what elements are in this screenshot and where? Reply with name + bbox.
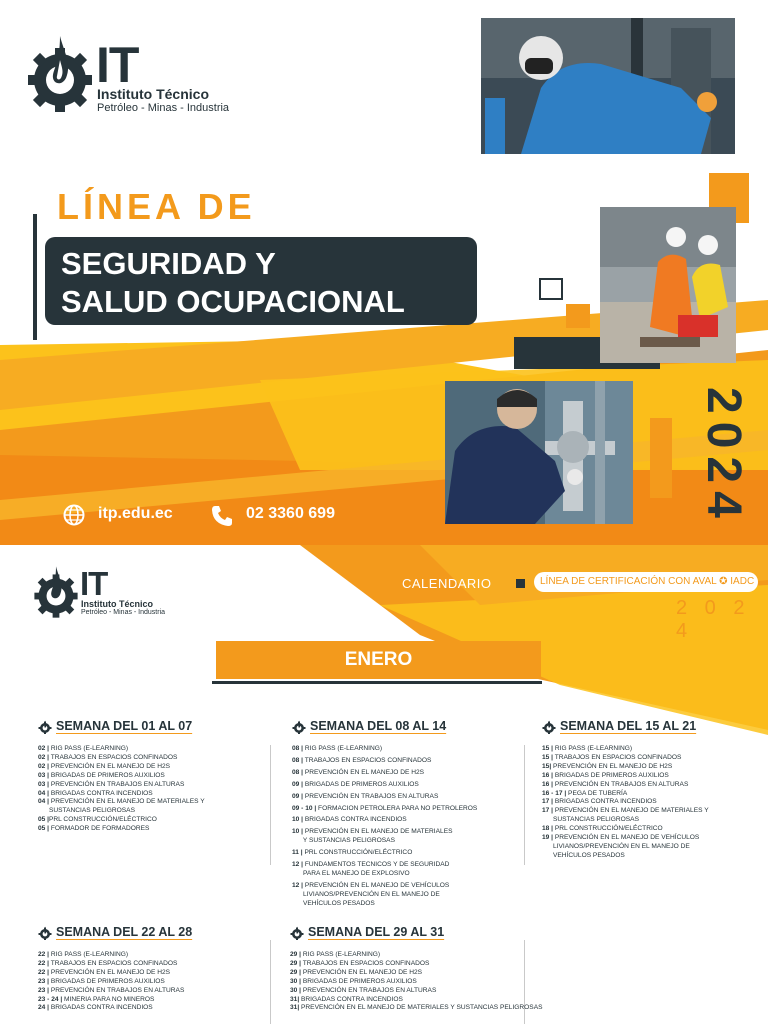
course-item bbox=[542, 852, 762, 861]
course-name: RIG PASS (E-LEARNING) bbox=[49, 951, 129, 958]
course-name: PREVENCIÓN EN EL MANEJO DE H2S bbox=[49, 968, 171, 976]
course-item bbox=[542, 754, 762, 763]
course-item bbox=[38, 807, 266, 816]
course-name: BRIGADAS DE PRIMEROS AUXILIOS bbox=[49, 977, 165, 985]
photo-worker-respirator bbox=[481, 18, 735, 154]
course-item bbox=[292, 882, 520, 891]
orange-square-small bbox=[566, 304, 590, 328]
course-date: 18 | bbox=[542, 825, 554, 833]
course-date: 22 | bbox=[38, 959, 50, 967]
course-name: PREVENCIÓN EN TRABAJOS EN ALTURAS bbox=[553, 780, 689, 788]
course-date: 02 | bbox=[38, 745, 50, 752]
column-divider-3 bbox=[270, 940, 271, 1024]
course-date: 19 | bbox=[542, 834, 554, 842]
course-date: 24 | bbox=[38, 1004, 50, 1012]
course-item bbox=[292, 828, 520, 837]
course-item bbox=[38, 816, 266, 825]
course-date: 04 | bbox=[38, 789, 50, 797]
course-date: 29 | bbox=[290, 968, 302, 976]
orange-vertical-bar bbox=[650, 418, 672, 498]
course-date: 22 | bbox=[38, 951, 50, 958]
week-title: SEMANA DEL 15 AL 21 bbox=[560, 719, 697, 733]
photo-field-workers bbox=[600, 207, 736, 363]
course-name: BRIGADAS CONTRA INCENDIOS bbox=[303, 816, 407, 824]
course-date: 15| bbox=[542, 762, 552, 770]
course-date: 04 | bbox=[38, 798, 50, 806]
course-date: 17 | bbox=[542, 807, 554, 815]
course-date: 08 | bbox=[292, 768, 304, 776]
course-item bbox=[290, 951, 590, 960]
course-date: 10 | bbox=[292, 816, 304, 824]
month-title: ENERO bbox=[216, 641, 541, 679]
course-name: TRABAJOS EN ESPACIOS CONFINADOS bbox=[49, 753, 178, 761]
course-date: 30 | bbox=[290, 986, 302, 994]
gear-drop-icon bbox=[38, 720, 52, 739]
course-date: 23 | bbox=[38, 977, 50, 985]
course-date: 09 - 10 | bbox=[292, 804, 317, 812]
logo-institute-name: Instituto Técnico bbox=[97, 86, 209, 102]
course-date: 03 | bbox=[38, 771, 50, 779]
course-name: PEGA DE TUBERÍA bbox=[566, 789, 628, 797]
course-name: FUNDAMENTOS TECNICOS Y DE SEGURIDAD bbox=[303, 861, 450, 869]
institute-logo-small bbox=[33, 565, 173, 620]
course-item bbox=[542, 798, 762, 807]
course-item bbox=[38, 996, 266, 1005]
course-name: BRIGADAS CONTRA INCENDIOS bbox=[49, 1004, 153, 1012]
course-date: 23 - 24 | bbox=[38, 995, 63, 1003]
column-divider-1 bbox=[270, 745, 271, 865]
course-item bbox=[38, 798, 266, 807]
course-date: 29 | bbox=[290, 951, 302, 958]
course-name: MINERIA PARA NO MINEROS bbox=[62, 995, 155, 1003]
course-item bbox=[542, 834, 762, 843]
course-name: PREVENCIÓN EN TRABAJOS EN ALTURAS bbox=[49, 780, 185, 788]
course-date: 05 | bbox=[38, 816, 50, 824]
title-prefix: LÍNEA DE bbox=[57, 186, 256, 227]
week-header bbox=[38, 719, 266, 737]
course-item bbox=[38, 960, 266, 969]
course-date: 05 | bbox=[38, 825, 50, 833]
course-name: RIG PASS (E-LEARNING) bbox=[553, 745, 633, 752]
week-header bbox=[290, 925, 590, 943]
course-name: PREVENCIÓN EN EL MANEJO DE VEHÍCULOS bbox=[553, 834, 700, 842]
course-name: VEHÍCULOS PESADOS bbox=[292, 899, 375, 907]
logo-tagline: Petróleo - Minas - Industria bbox=[81, 609, 166, 616]
course-name: PRL CONSTRUCCIÓN/ELÉCTRICO bbox=[49, 816, 157, 824]
gear-drop-icon bbox=[542, 720, 556, 739]
course-item bbox=[292, 849, 520, 858]
course-name: BRIGADAS CONTRA INCENDIOS bbox=[49, 789, 153, 797]
course-item bbox=[38, 825, 266, 834]
course-name: PREVENCIÓN EN TRABAJOS EN ALTURAS bbox=[303, 792, 439, 800]
course-date: 11 | bbox=[292, 849, 303, 857]
course-name: PREVENCIÓN EN EL MANEJO DE H2S bbox=[551, 762, 673, 770]
course-name: FORMADOR DE FORMADORES bbox=[49, 825, 150, 833]
year-vertical bbox=[686, 387, 756, 527]
course-item bbox=[542, 825, 762, 834]
course-item bbox=[292, 745, 520, 754]
course-name: PRL CONSTRUCCIÓN/ELÉCTRICO bbox=[553, 825, 663, 833]
course-item bbox=[38, 745, 266, 754]
course-name: SUSTANCIAS PELIGROSAS bbox=[542, 816, 639, 824]
course-name: BRIGADAS DE PRIMEROS AUXILIOS bbox=[553, 771, 669, 779]
course-date: 31| bbox=[290, 1004, 300, 1012]
course-date: 17 | bbox=[542, 798, 554, 806]
course-date: 15 | bbox=[542, 753, 554, 761]
course-name: PREVENCIÓN EN EL MANEJO DE H2S bbox=[49, 762, 171, 770]
course-date: 16 | bbox=[542, 771, 554, 779]
course-name: LIVIANOS/PREVENCIÓN EN EL MANEJO DE bbox=[292, 890, 440, 898]
course-name: VEHÍCULOS PESADOS bbox=[542, 851, 625, 859]
gear-drop-icon bbox=[38, 926, 52, 945]
course-item bbox=[38, 763, 266, 772]
course-name: TRABAJOS EN ESPACIOS CONFINADOS bbox=[553, 753, 682, 761]
course-item bbox=[292, 805, 520, 814]
gear-drop-icon bbox=[26, 34, 94, 114]
course-date: 12 | bbox=[292, 861, 304, 869]
course-name: PREVENCIÓN EN EL MANEJO DE MATERIALES Y SUSTANCIAS PELIGROSAS bbox=[299, 1004, 543, 1012]
course-name: PREVENCIÓN EN TRABAJOS EN ALTURAS bbox=[301, 986, 437, 994]
week-block bbox=[38, 925, 266, 1013]
week-header bbox=[292, 719, 520, 737]
course-name: BRIGADAS DE PRIMEROS AUXILIOS bbox=[301, 977, 417, 985]
course-date: 09 | bbox=[292, 792, 304, 800]
course-name: PREVENCIÓN EN EL MANEJO DE MATERIALES Y bbox=[553, 807, 709, 815]
course-date: 23 | bbox=[38, 986, 50, 994]
course-name: PREVENCIÓN EN EL MANEJO DE MATERIALES Y bbox=[49, 798, 205, 806]
course-list bbox=[292, 745, 520, 909]
globe-icon bbox=[63, 504, 85, 526]
course-date: 02 | bbox=[38, 762, 50, 770]
calendar-page bbox=[0, 545, 768, 1024]
course-item bbox=[292, 870, 520, 879]
course-date: 02 | bbox=[38, 753, 50, 761]
course-name: BRIGADAS DE PRIMEROS AUXILIOS bbox=[303, 780, 419, 788]
course-name: PREVENCIÓN EN EL MANEJO DE MATERIALES bbox=[303, 828, 453, 836]
phone-icon bbox=[210, 504, 234, 528]
course-item bbox=[292, 900, 520, 909]
course-name: PREVENCIÓN EN EL MANEJO DE H2S bbox=[303, 768, 425, 776]
institute-logo bbox=[26, 34, 230, 114]
photo-worker-valve bbox=[445, 381, 633, 524]
week-header bbox=[542, 719, 762, 737]
course-name: RIG PASS (E-LEARNING) bbox=[303, 745, 383, 752]
month-underline bbox=[212, 681, 542, 684]
certification-badge: LÍNEA DE CERTIFICACIÓN CON AVAL ✪ IADC bbox=[534, 572, 758, 592]
week-title: SEMANA DEL 08 AL 14 bbox=[310, 719, 447, 733]
course-name: PARA EL MANEJO DE EXPLOSIVO bbox=[292, 869, 410, 877]
week-title: SEMANA DEL 01 AL 07 bbox=[56, 719, 193, 733]
course-item bbox=[292, 781, 520, 790]
course-item bbox=[290, 1004, 590, 1013]
course-item bbox=[38, 978, 266, 987]
course-item bbox=[290, 987, 590, 996]
calendar-year: 2 0 2 4 bbox=[676, 597, 751, 642]
website-link[interactable]: itp.edu.ec bbox=[98, 505, 173, 522]
course-name: TRABAJOS EN ESPACIOS CONFINADOS bbox=[301, 959, 430, 967]
course-item bbox=[292, 769, 520, 778]
course-date: 22 | bbox=[38, 968, 50, 976]
course-item bbox=[542, 781, 762, 790]
course-name: BRIGADAS CONTRA INCENDIOS bbox=[553, 798, 657, 806]
course-list bbox=[542, 745, 762, 861]
course-item bbox=[292, 861, 520, 870]
week-block bbox=[292, 719, 520, 909]
course-item bbox=[292, 837, 520, 846]
label-separator-square bbox=[516, 579, 525, 588]
week-block bbox=[38, 719, 266, 834]
course-item bbox=[38, 987, 266, 996]
course-name: Y SUSTANCIAS PELIGROSAS bbox=[292, 837, 395, 845]
course-date: 16 | bbox=[542, 780, 554, 788]
course-name: TRABAJOS EN ESPACIOS CONFINADOS bbox=[49, 959, 178, 967]
course-list bbox=[38, 951, 266, 1013]
course-name: SUSTANCIAS PELIGROSAS bbox=[38, 807, 135, 815]
logo-institute-name: Instituto Técnico bbox=[81, 599, 153, 609]
calendar-label: CALENDARIO bbox=[402, 576, 492, 591]
course-date: 08 | bbox=[292, 745, 304, 752]
week-title: SEMANA DEL 29 AL 31 bbox=[308, 925, 445, 939]
course-name: TRABAJOS EN ESPACIOS CONFINADOS bbox=[303, 756, 432, 764]
course-date: 03 | bbox=[38, 780, 50, 788]
gear-drop-icon bbox=[292, 720, 306, 739]
title-line-2: SALUD OCUPACIONAL bbox=[61, 284, 405, 319]
course-item bbox=[542, 772, 762, 781]
gear-drop-icon bbox=[290, 926, 304, 945]
course-date: 31| bbox=[290, 995, 300, 1003]
course-item bbox=[292, 816, 520, 825]
course-date: 10 | bbox=[292, 828, 304, 836]
course-name: RIG PASS (E-LEARNING) bbox=[49, 745, 129, 752]
course-list bbox=[38, 745, 266, 834]
course-item bbox=[542, 745, 762, 754]
course-name: FORMACION PETROLERA PARA NO PETROLEROS bbox=[316, 804, 478, 812]
course-item bbox=[38, 781, 266, 790]
course-item bbox=[542, 763, 762, 772]
course-item bbox=[542, 790, 762, 799]
course-item bbox=[38, 754, 266, 763]
course-item bbox=[292, 757, 520, 766]
course-name: PREVENCIÓN EN TRABAJOS EN ALTURAS bbox=[49, 986, 185, 994]
week-block bbox=[290, 925, 590, 1013]
week-header bbox=[38, 925, 266, 943]
title-line-1: SEGURIDAD Y bbox=[61, 246, 276, 281]
phone-number[interactable]: 02 3360 699 bbox=[246, 505, 335, 522]
course-name: LIVIANOS/PREVENCIÓN EN EL MANEJO DE bbox=[542, 842, 690, 850]
course-item bbox=[38, 1004, 266, 1013]
course-name: BRIGADAS DE PRIMEROS AUXILIOS bbox=[49, 771, 165, 779]
course-name: PREVENCIÓN EN EL MANEJO DE H2S bbox=[301, 968, 423, 976]
course-date: 29 | bbox=[290, 959, 302, 967]
course-item bbox=[542, 843, 762, 852]
course-item bbox=[290, 960, 590, 969]
logo-it-mark: IT bbox=[96, 37, 139, 93]
course-item bbox=[292, 793, 520, 802]
course-name: PREVENCIÓN EN EL MANEJO DE VEHÍCULOS bbox=[303, 881, 450, 889]
course-name: PRL CONSTRUCCIÓN/ELÉCTRICO bbox=[302, 849, 413, 857]
course-item bbox=[542, 807, 762, 816]
svg-text:2024: 2024 bbox=[697, 387, 750, 526]
course-date: 12 | bbox=[292, 881, 304, 889]
course-date: 09 | bbox=[292, 780, 304, 788]
course-item bbox=[292, 891, 520, 900]
course-item bbox=[38, 969, 266, 978]
logo-it-mark: IT bbox=[80, 565, 108, 602]
course-item bbox=[38, 772, 266, 781]
course-name: RIG PASS (E-LEARNING) bbox=[301, 951, 381, 958]
title-accent-bar bbox=[33, 214, 37, 340]
course-name: BRIGADAS CONTRA INCENDIOS bbox=[299, 995, 403, 1003]
course-date: 16 - 17 | bbox=[542, 789, 567, 797]
logo-tagline: Petróleo - Minas - Industria bbox=[97, 102, 230, 114]
outline-square bbox=[539, 278, 563, 300]
course-item bbox=[38, 951, 266, 960]
column-divider-2 bbox=[524, 745, 525, 865]
week-title: SEMANA DEL 22 AL 28 bbox=[56, 925, 193, 939]
course-item bbox=[290, 978, 590, 987]
course-item bbox=[542, 816, 762, 825]
course-item bbox=[290, 969, 590, 978]
course-date: 15 | bbox=[542, 745, 554, 752]
course-date: 30 | bbox=[290, 977, 302, 985]
gear-drop-icon bbox=[33, 565, 79, 619]
week-block bbox=[542, 719, 762, 861]
title-box bbox=[45, 237, 477, 325]
course-date: 08 | bbox=[292, 756, 304, 764]
course-list bbox=[290, 951, 590, 1013]
